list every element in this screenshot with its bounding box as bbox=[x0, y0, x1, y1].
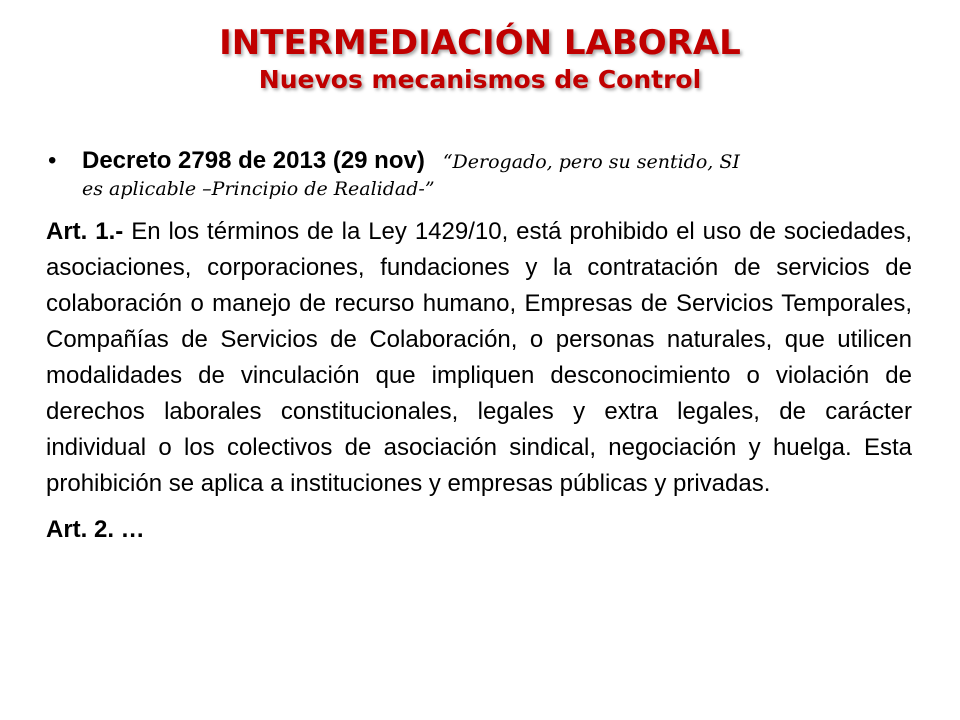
decree-note: “Derogado, pero su sentido, SI bbox=[442, 151, 740, 173]
article-1 bbox=[46, 214, 912, 502]
title-block bbox=[0, 22, 960, 96]
decree-title: Decreto 2798 de 2013 (29 nov) bbox=[82, 147, 425, 174]
article-1-text: En los términos de la Ley 1429/10, está prohibido el uso de sociedades, asociaciones, corporaciones, fundaciones y la contratación de servicios de colaboración o manejo de recurso humano, Empresas de Servicios Temporales, Compañías de Servicios de Colaboración, o personas naturales, que utilicen modalidades de vinculación que impliquen desconocimiento o violación de derechos laborales constitucionales, legales y extra legales, de carácter individual o los colectivos de asociación sindical, negociación y huelga. Esta prohibición se aplica a instituciones y empresas públicas y privadas. bbox=[46, 218, 912, 497]
slide-content bbox=[46, 146, 912, 548]
slide-title: INTERMEDIACIÓN LABORAL bbox=[219, 23, 741, 63]
decree-line bbox=[82, 146, 912, 176]
slide-subtitle: Nuevos mecanismos de Control bbox=[258, 65, 702, 94]
article-2-label: Art. 2. … bbox=[46, 516, 145, 543]
decree-note-continuation: es aplicable –Principio de Realidad-” bbox=[82, 178, 435, 200]
article-1-label: Art. 1.- bbox=[46, 218, 124, 245]
bullet-item bbox=[46, 146, 912, 202]
bullet-icon: • bbox=[48, 147, 57, 174]
